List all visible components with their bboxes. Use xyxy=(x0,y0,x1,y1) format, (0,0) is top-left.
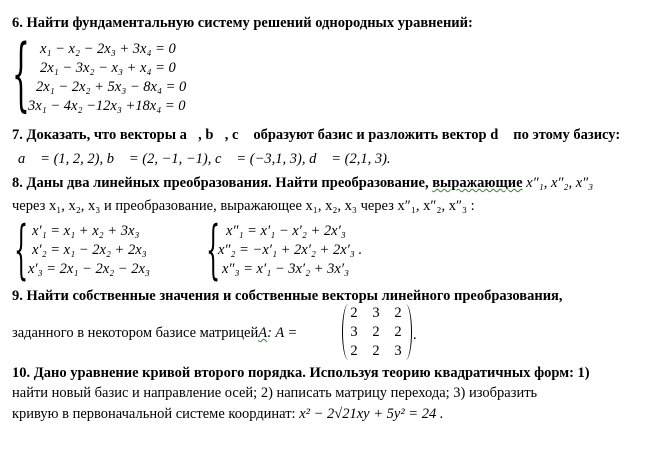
problem-10-line-3 xyxy=(12,405,443,423)
matrix-cell: 2 xyxy=(350,305,358,321)
curve-equation: x² − 2√21xy + 5y² = 24 . xyxy=(295,406,444,422)
problem-7-text: 7. Доказать, что векторы a⃗, b⃗, c⃗ образуют базис и разложить вектор d⃗ по этому базису: xyxy=(12,127,621,143)
matrix-cell: 2 xyxy=(350,343,358,359)
equation-row: 3x₁ − 4x₂ −12x₃ +18x₄ = 0 xyxy=(28,98,186,114)
matrix-cell: 2 xyxy=(372,343,380,359)
matrix-symbol: A xyxy=(258,325,268,341)
problem-8-line-1 xyxy=(12,174,593,192)
problem-8-variables: x″₁, x″₂, x″₃ xyxy=(522,175,594,191)
problem-6-text: 6. Найти фундаментальную систему решений однородных уравнений: xyxy=(12,15,473,31)
matrix-cell: 2 xyxy=(394,305,402,321)
equation-row: x′₂ = x₁ − 2x₂ + 2x₃ xyxy=(32,242,147,258)
matrix-cell: 3 xyxy=(394,343,402,359)
equation-row: x″₂ = −x′₁ + 2x′₂ + 2x′₃ . xyxy=(218,242,363,258)
problem-9-line-2 xyxy=(12,324,297,342)
equation-row: x′₁ = x₁ + x₂ + 3x₃ xyxy=(32,223,140,239)
equation-row: x′₃ = 2x₁ − 2x₂ − 2x₃ xyxy=(28,261,150,277)
problem-7-line-1 xyxy=(12,126,620,144)
equation-row: x″₃ = x′₁ − 3x′₂ + 3x′₃ xyxy=(222,261,350,277)
equation-row: x″₁ = x′₁ − x′₂ + 2x′₃ xyxy=(226,223,346,239)
problem-10-line-2: найти новый базис и направление осей; 2) написать матрицу перехода; 3) изобразить xyxy=(12,385,538,401)
equation-row: x₁ − x₂ − 2x₃ + 3x₄ = 0 xyxy=(40,41,176,57)
problem-9-text-2: заданного в некотором базисе матрицей xyxy=(12,325,259,341)
equation-row: 2x₁ − 2x₂ + 5x₃ − 8x₄ = 0 xyxy=(36,79,187,95)
problem-10-line-1 xyxy=(12,364,590,382)
matrix-cell: 3 xyxy=(372,305,380,321)
problem-7-vectors: a⃗ = (1, 2, 2), b⃗ = (2, −1, −1), c⃗ = (−3,1, 3), d⃗ = (2,1, 3). xyxy=(18,151,391,167)
problem-9-line-1 xyxy=(12,287,563,305)
problem-10-text-3: кривую в первоначальной системе координат: xyxy=(12,406,296,422)
system-brace: { xyxy=(14,213,29,287)
matrix-period: . xyxy=(413,327,417,343)
problem-8-line-2: через x₁, x₂, x₃ и преобразование, выражающее x₁, x₂, x₃ через x″₁, x″₂, x″₃ : xyxy=(12,198,475,214)
equation-row: 2x₁ − 3x₂ − x₃ + x₄ = 0 xyxy=(40,60,176,76)
system-brace: { xyxy=(12,27,30,120)
system-brace: { xyxy=(206,213,221,287)
problem-9-text: 9. Найти собственные значения и собственные векторы линейного преобразования, xyxy=(12,288,563,304)
matrix-cell: 2 xyxy=(372,324,380,340)
matrix-equals: : A = xyxy=(267,325,298,341)
matrix-cell: 2 xyxy=(394,324,402,340)
matrix-cell: 3 xyxy=(350,324,358,340)
problem-6-heading xyxy=(12,14,473,32)
problem-8-underlined-word: выражающие xyxy=(432,175,523,191)
problem-8-text: 8. Даны два линейных преобразования. Найти преобразование, xyxy=(12,175,429,191)
problem-10-text: 10. Дано уравнение кривой второго порядка. Используя теорию квадратичных форм: 1) xyxy=(12,365,590,381)
matrix xyxy=(342,304,412,360)
